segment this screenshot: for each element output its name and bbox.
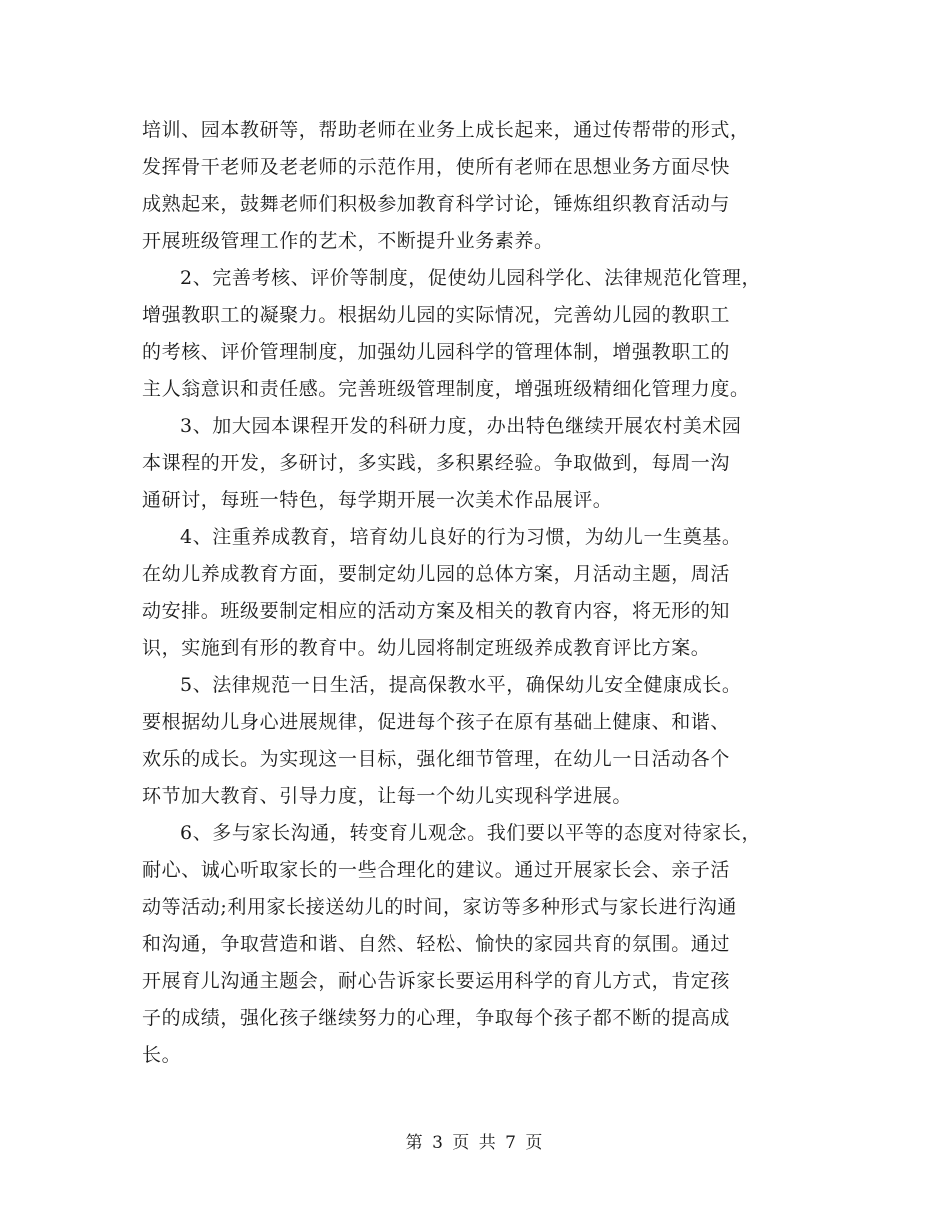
text-line: 开展班级管理工作的艺术，不断提升业务素养。 bbox=[142, 230, 554, 252]
text-line: 培训、园本教研等，帮助老师在业务上成长起来，通过传帮带的形式， bbox=[142, 119, 750, 141]
text-line: 环节加大教育、引导力度，让每一个幼儿实现科学进展。 bbox=[142, 785, 633, 807]
text-line: 主人翁意识和责任感。完善班级管理制度，增强班级精细化管理力度。 bbox=[142, 378, 750, 400]
text-line: 在幼儿养成教育方面，要制定幼儿园的总体方案，月活动主题，周活 bbox=[142, 563, 731, 585]
text-line: 本课程的开发，多研讨，多实践，多积累经验。争取做到，每周一沟 bbox=[142, 452, 731, 474]
text-line: 发挥骨干老师及老老师的示范作用，使所有老师在思想业务方面尽快 bbox=[142, 156, 731, 178]
text-line: 增强教职工的凝聚力。根据幼儿园的实际情况，完善幼儿园的教职工 bbox=[142, 304, 731, 326]
text-line: 长。 bbox=[142, 1044, 182, 1066]
text-line: 要根据幼儿身心进展规律，促进每个孩子在原有基础上健康、和谐、 bbox=[142, 711, 731, 733]
text-line: 动等活动;利用家长接送幼儿的时间，家访等多种形式与家长进行沟通 bbox=[142, 896, 738, 918]
paragraph-2-start: 2、完善考核、评价等制度，促使幼儿园科学化、法律规范化管理， bbox=[180, 267, 762, 289]
text-line: 的考核、评价管理制度，加强幼儿园科学的管理体制，增强教职工的 bbox=[142, 341, 731, 363]
text-line: 耐心、诚心听取家长的一些合理化的建议。通过开展家长会、亲子活 bbox=[142, 859, 731, 881]
text-line: 识，实施到有形的教育中。幼儿园将制定班级养成教育评比方案。 bbox=[142, 637, 711, 659]
text-line: 子的成绩，强化孩子继续努力的心理，争取每个孩子都不断的提高成 bbox=[142, 1007, 731, 1029]
page-number-footer: 第 3 页 共 7 页 bbox=[405, 1133, 545, 1153]
paragraph-4-start: 4、注重养成教育，培育幼儿良好的行为习惯，为幼儿一生奠基。 bbox=[180, 526, 742, 548]
text-line: 动安排。班级要制定相应的活动方案及相关的教育内容，将无形的知 bbox=[142, 600, 731, 622]
text-line: 成熟起来，鼓舞老师们积极参加教育科学讨论，锤炼组织教育活动与 bbox=[142, 193, 731, 215]
text-line: 和沟通，争取营造和谐、自然、轻松、愉快的家园共育的氛围。通过 bbox=[142, 933, 731, 955]
paragraph-3-start: 3、加大园本课程开发的科研力度，办出特色继续开展农村美术园 bbox=[180, 415, 742, 437]
text-line: 通研讨，每班一特色，每学期开展一次美术作品展评。 bbox=[142, 489, 613, 511]
text-line: 欢乐的成长。为实现这一目标，强化细节管理，在幼儿一日活动各个 bbox=[142, 748, 731, 770]
text-line: 开展育儿沟通主题会，耐心告诉家长要运用科学的育儿方式，肯定孩 bbox=[142, 970, 731, 992]
paragraph-6-start: 6、多与家长沟通，转变育儿观念。我们要以平等的态度对待家长， bbox=[180, 822, 762, 844]
paragraph-5-start: 5、法律规范一日生活，提高保教水平，确保幼儿安全健康成长。 bbox=[180, 674, 742, 696]
